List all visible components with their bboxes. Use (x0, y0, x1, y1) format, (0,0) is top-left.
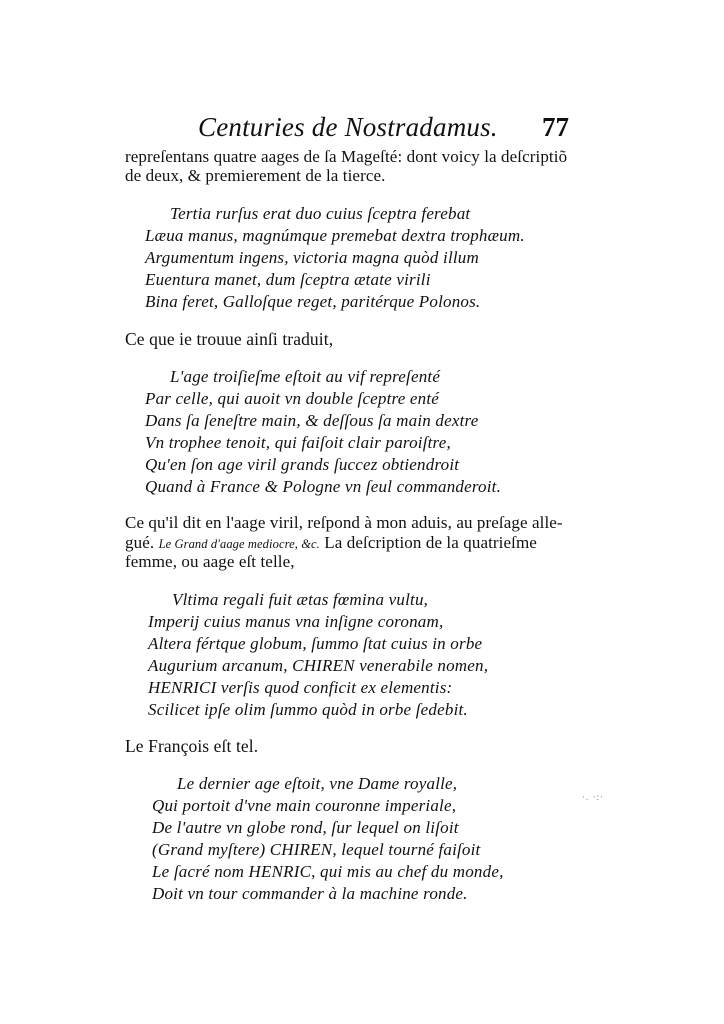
comment-line-2 (125, 533, 537, 553)
verse-line: Vn trophee tenoit, qui faiſoit clair paroiſtre, (145, 433, 451, 452)
verse-line: Læua manus, magnúmque premebat dextra trophæum. (145, 226, 525, 245)
transition-text-2: Le François eſt tel. (125, 736, 259, 756)
verse-line: Doit vn tour commander à la machine ronde. (152, 884, 468, 903)
verse-line: Altera fértque globum, ſummo ſtat cuius in orbe (148, 634, 483, 653)
verse-line: Argumentum ingens, victoria magna quòd illum (145, 248, 479, 267)
verse-line: Par celle, qui auoit vn double ſceptre enté (145, 389, 440, 408)
verse-line: Bina feret, Galloſque reget, paritérque Polonos. (145, 292, 481, 311)
verse-line: Scilicet ipſe olim ſummo quòd in orbe ſedebit. (148, 700, 468, 719)
comment-line-3: femme, ou aage eſt telle, (125, 552, 295, 571)
verse-line: Qui portoit d'vne main couronne imperiale, (152, 796, 457, 815)
paper-speckle: ·. ·:· (582, 792, 604, 802)
verse-line: Dans ſa ſeneſtre main, & deſſous ſa main dextre (145, 411, 479, 430)
intro-line-2: de deux, & premierement de la tierce. (125, 166, 386, 185)
verse-line: Vltima regali fuit ætas fœmina vultu, (172, 590, 429, 609)
verse-line: Qu'en ſon age viril grands ſuccez obtiendroit (145, 455, 460, 474)
verse-line: HENRICI verſis quod conficit ex elementis: (148, 678, 453, 697)
transition-text-1: Ce que ie trouue ainſi traduit, (125, 329, 334, 349)
verse-line: Le dernier age eſtoit, vne Dame royalle, (177, 774, 458, 793)
comment-text: gué. (125, 533, 155, 552)
page-number: 77 (542, 112, 569, 142)
verse-line: L'age troiſieſme eſtoit au vif repreſenté (170, 367, 441, 386)
verse-line: Imperij cuius manus vna inſigne coronam, (148, 612, 444, 631)
verse-line: Euentura manet, dum ſceptra ætate virili (145, 270, 431, 289)
comment-text: La deſcription de la quatrieſme (324, 533, 537, 552)
verse-line: (Grand myſtere) CHIREN, lequel tourné faiſoit (152, 840, 481, 859)
verse-line: Le ſacré nom HENRIC, qui mis au chef du monde, (152, 862, 504, 881)
verse-line: Augurium arcanum, CHIREN venerabile nomen, (148, 656, 489, 675)
comment-line-1: Ce qu'il dit en l'aage viril, reſpond à mon aduis, au preſage alle- (125, 513, 563, 532)
running-title: Centuries de Nostradamus. (198, 112, 498, 142)
verse-line: De l'autre vn globe rond, ſur lequel on liſoit (152, 818, 459, 837)
verse-line: Tertia rurſus erat duo cuius ſceptra ferebat (170, 204, 471, 223)
intro-line-1: repreſentans quatre aages de ſa Mageſté: dont voicy la deſcriptiõ (125, 147, 568, 166)
quoted-presage: Le Grand d'aage mediocre, &c. (158, 537, 320, 551)
verse-line: Quand à France & Pologne vn ſeul commanderoit. (145, 477, 502, 496)
